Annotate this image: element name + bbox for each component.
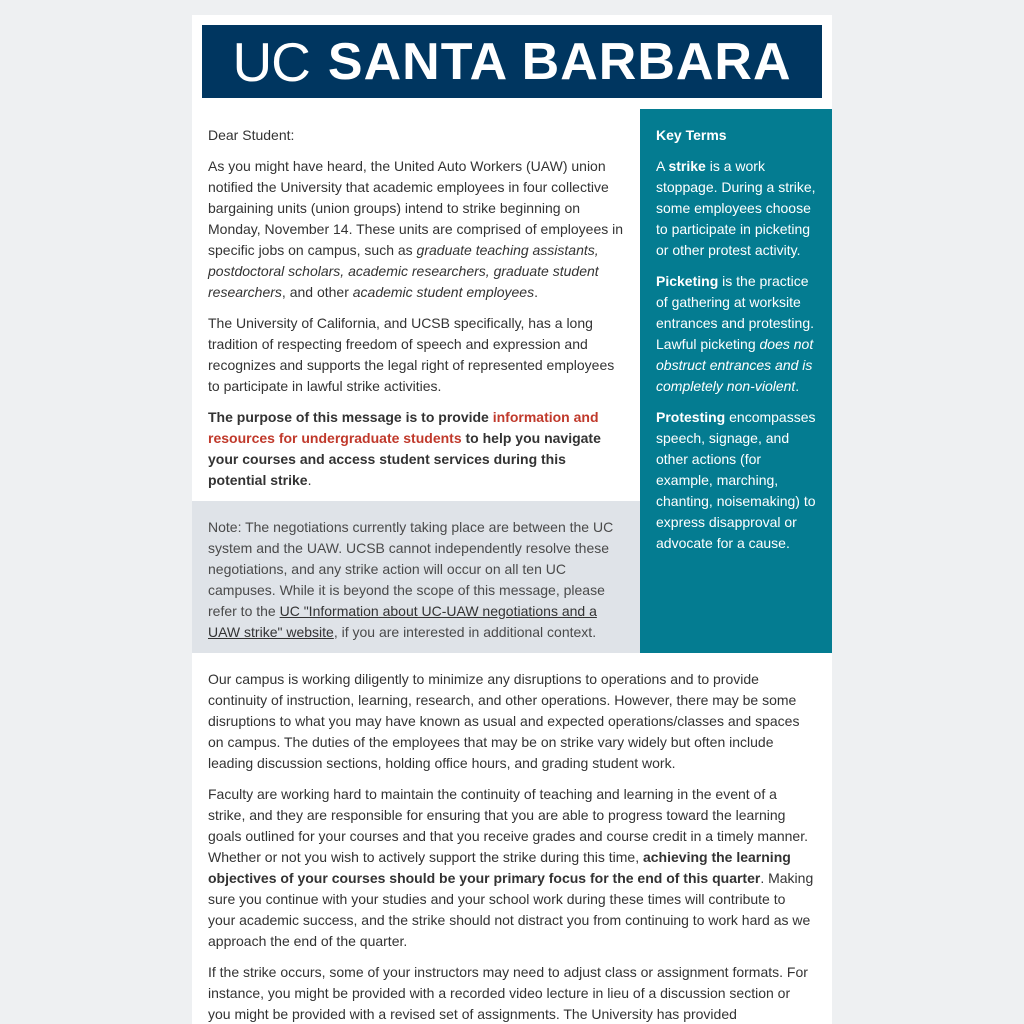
- lower-content: [192, 653, 832, 1024]
- strike-definition: A strike is a work stoppage. During a strike, some employees choose to participate in picketing or other protest activity.: [656, 158, 816, 258]
- purpose-paragraph: The purpose of this message is to provide information and resources for undergraduate students to help you navigate your courses and access student services during this potential strike.: [208, 409, 601, 488]
- key-terms-sidebar: [640, 109, 832, 653]
- logo-santa-barbara: SANTA BARBARA: [327, 32, 792, 91]
- uc-tradition-paragraph: The University of California, and UCSB specifically, has a long tradition of respecting freedom of speech and expression and recognizes and supports the legal right of represented employees to participate in lawful strike activities.: [208, 315, 615, 394]
- key-terms-title: Key Terms: [656, 127, 727, 143]
- intro-paragraph: As you might have heard, the United Auto Workers (UAW) union notified the University that academic employees in four collective bargaining units (union groups) intend to strike beginning on Monday, November 14. These units are comprised of employees in specific jobs on campus, such as graduate teaching assistants, postdoctoral scholars, academic researchers, graduate student researchers, and other academic student employees.: [208, 158, 624, 300]
- faculty-paragraph: Faculty are working hard to maintain the continuity of teaching and learning in the event of a strike, and they are responsible for ensuring that you are able to progress toward the learning goals outlined for your courses and that you receive grades and course credit in a timely manner. Whether or not you wish to actively support the strike during this time, achieving the learning objectives of your courses should be your primary focus for the end of this quarter. Making sure you continue with your studies and your school work during these times will contribute to your academic success, and the strike should not distract you from continuing to work hard as we approach the end of the quarter.: [208, 786, 814, 949]
- uc-uaw-negotiations-link[interactable]: UC "Information about UC-UAW negotiations and a UAW strike" website: [208, 603, 597, 640]
- main-column: [192, 109, 640, 511]
- strike-occurs-paragraph: If the strike occurs, some of your instructors may need to adjust class or assignment formats. For instance, you might be provided with a recorded video lecture in lieu of a discussion section or you might be provided with a revised set of assignments. The University has provided: [208, 964, 808, 1022]
- protesting-definition: Protesting encompasses speech, signage, and other actions (for example, marching, chanting, noisemaking) to express disapproval or advocate for a cause.: [656, 409, 816, 551]
- greeting: Dear Student:: [208, 127, 295, 143]
- resources-highlight: information and resources for undergraduate students: [208, 409, 599, 446]
- picketing-definition: Picketing is the practice of gathering at worksite entrances and protesting. Lawful picketing does not obstruct entrances and is completely non-violent.: [656, 273, 814, 394]
- campus-operations-paragraph: Our campus is working diligently to minimize any disruptions to operations and to provide continuity of instruction, learning, research, and other operations. However, there may be some disruptions to what you may have known as usual and expected operations/classes and spaces on campus. The duties of the employees that may be on strike vary widely but often include leading discussion sections, holding office hours, and grading student work.: [208, 671, 800, 771]
- note-paragraph: Note: The negotiations currently taking place are between the UC system and the UAW. UCSB cannot independently resolve these negotiations, and any strike action will occur on all ten UC campuses. While it is beyond the scope of this message, please refer to the UC "Information about UC-UAW negotiations and a UAW strike" website, if you are interested in additional context.: [208, 519, 614, 640]
- ucsb-banner-logo: [202, 25, 822, 98]
- logo-uc: UC: [232, 30, 310, 93]
- email-body: [192, 15, 832, 1024]
- note-box: [192, 501, 640, 653]
